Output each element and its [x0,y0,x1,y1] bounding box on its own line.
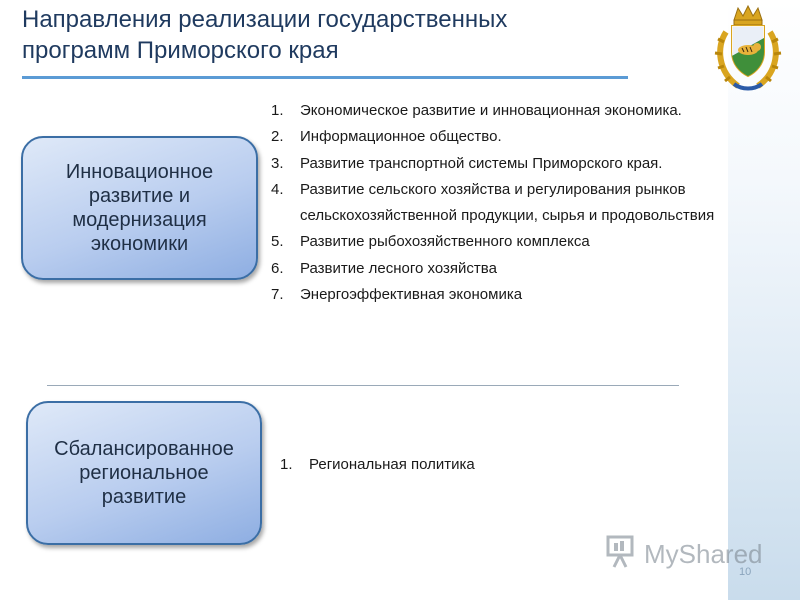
list-item-text: Экономическое развитие и инновационная экономика. [300,102,682,119]
list-item [271,282,731,308]
section-box-innovation [21,136,258,280]
list-item-text: Энергоэффективная экономика [300,286,523,304]
list-item-number: 1. [280,456,293,473]
list-item-text: Региональная политика [309,456,475,473]
list-item [280,452,580,478]
list-item-number: 3. [271,154,284,172]
list-item-text: Развитие транспортной системы Приморского края. [300,154,663,172]
program-list-regional [280,452,580,478]
coat-of-arms-icon [712,2,784,94]
slide-title: Направления реализации государственных программ Приморского края [22,6,508,64]
list-item [271,98,731,124]
list-item-number: 2. [271,128,284,146]
section-box-label: Инновационное развитие и модернизация экономики [65,161,214,255]
presentation-icon [606,535,638,574]
title-underline [22,76,628,79]
list-item-number: 1. [271,102,284,119]
list-item-number: 7. [271,286,284,304]
list-item [271,151,731,177]
page-number: 10 [739,566,752,578]
list-item [271,256,731,282]
section-divider [47,385,679,386]
list-item [271,229,731,255]
list-item-number: 5. [271,233,284,251]
section-box-regional [26,401,262,545]
list-item-number: 4. [271,180,284,198]
program-list-innovation [271,98,731,308]
watermark-text: MyShared [644,538,763,569]
list-item-text: Информационное общество. [300,128,502,146]
list-item-text: Развитие лесного хозяйства [300,259,497,277]
list-item [271,177,731,230]
list-item-text: Развитие рыбохозяйственного комплекса [300,233,590,251]
list-item [271,124,731,150]
list-item-text: Развитие сельского хозяйства и регулирования рынков сельскохозяйственной продукции, сырья и продовольствия [300,180,715,225]
list-item-number: 6. [271,259,284,277]
section-box-label: Сбалансированное региональное развитие [54,438,234,508]
